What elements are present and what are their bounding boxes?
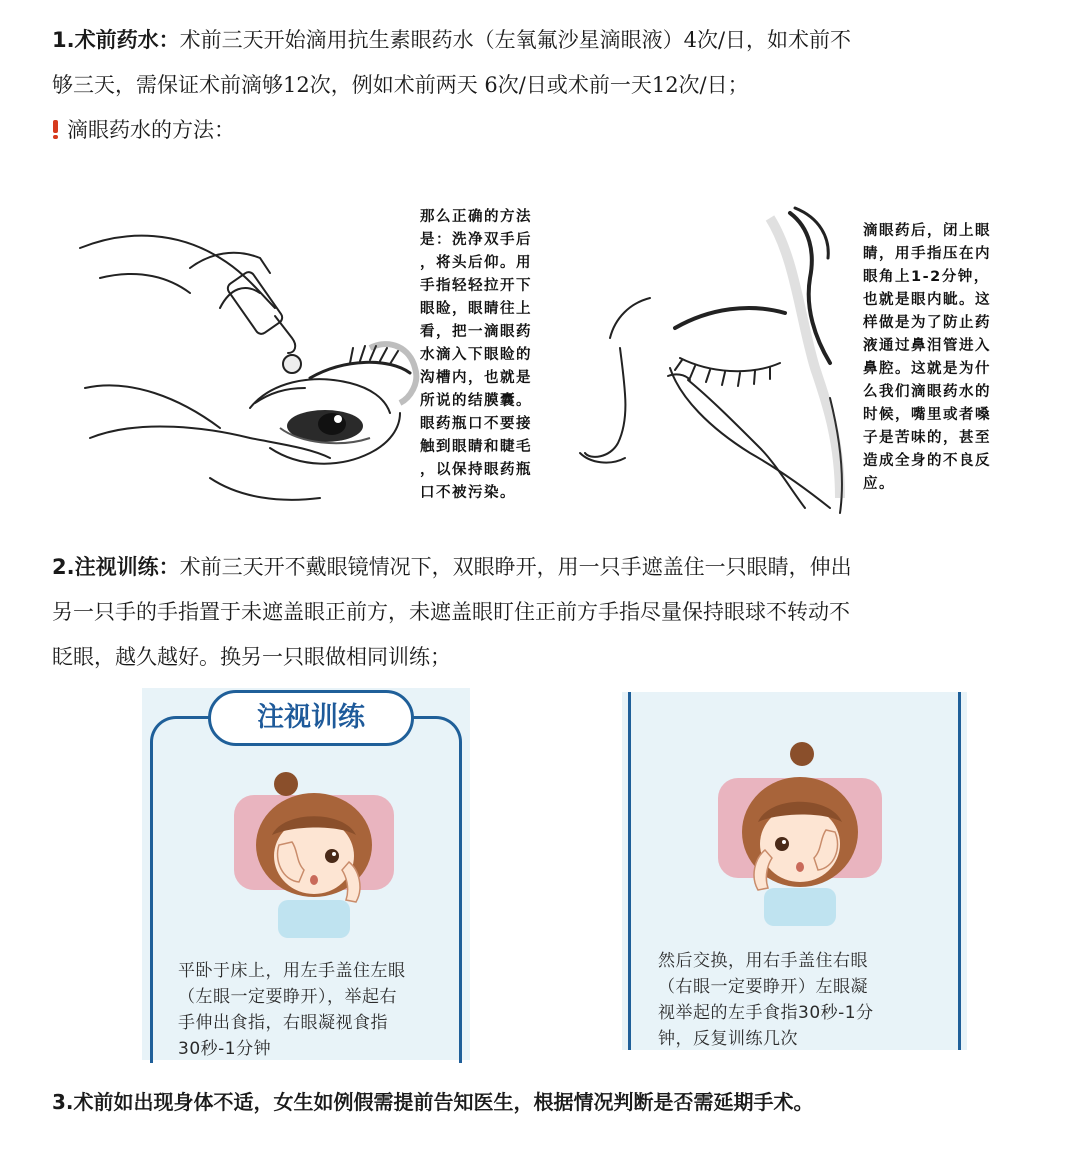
section-1-title: 1.术前药水：	[52, 28, 180, 52]
section-2-title: 2.注视训练：	[52, 555, 180, 579]
card-2-instructions: 然后交换，用右手盖住右眼 （右眼一定要睁开）左眼凝 视举起的左手食指30秒-1分 钟，反复训练几次	[658, 951, 874, 1049]
eye-drop-steps-text: 那么正确的方法 是：洗净双手后 ，将头后仰。用 手指轻轻拉开下 眼睑，眼睛往上 看，把一滴眼药 水滴入下眼睑的 沟槽内，也就是 所说的结膜囊。 眼药瓶口不要接 触到眼睛和睫毛 ，以保持眼药瓶 口不被污染。	[420, 209, 532, 501]
section-1-line-2: 够三天，需保证术前滴够12次，例如术前两天 6次/日或术前一天12次/日；	[52, 73, 749, 97]
section-2-line-1: 2.注视训练：术前三天开不戴眼镜情况下，双眼睁开，用一只手遮盖住一只眼睛，伸出	[52, 555, 852, 579]
card-title: 注视训练	[208, 690, 414, 746]
exclamation-icon	[52, 120, 59, 139]
section-1-line-1: 1.术前药水：术前三天开始滴用抗生素眼药水（左氧氟沙星滴眼液）4次/日，如术前不	[52, 28, 852, 52]
after-drop-text: 滴眼药后，闭上眼 睛，用手指压在内 眼角上1-2分钟， 也就是眼内眦。这 样做是为了防止药 液通过鼻泪管进入 鼻腔。这就是为什 么我们滴眼药水的 时候，嘴里或者嗓 子是苦味的，甚至 造成全身的不良反 应。	[863, 223, 991, 492]
section-2-line-3: 眨眼，越久越好。换另一只眼做相同训练；	[52, 645, 451, 669]
girl-covering-right-eye-illustration	[710, 740, 890, 926]
section-3	[52, 1080, 1037, 1125]
girl-covering-left-eye-illustration	[224, 770, 404, 938]
eye-drop-illustration	[70, 198, 1025, 518]
method-heading: 滴眼药水的方法：	[67, 118, 235, 142]
fixation-training-card-1	[142, 688, 470, 1060]
method-heading-line	[52, 108, 1037, 153]
section-2	[52, 545, 1037, 680]
section-2-line-2: 另一只手的手指置于未遮盖眼正前方，未遮盖眼盯住正前方手指尽量保持眼球不转动不	[52, 600, 850, 624]
section-3-text: 3.术前如出现身体不适，女生如例假需提前告知医生，根据情况判断是否需延期手术。	[52, 1090, 814, 1114]
fixation-training-card-2	[622, 692, 967, 1050]
section-1	[52, 18, 1037, 153]
card-1-instructions: 平卧于床上，用左手盖住左眼 （左眼一定要睁开），举起右 手伸出食指，右眼凝视食指 30秒-1分钟	[178, 961, 406, 1059]
